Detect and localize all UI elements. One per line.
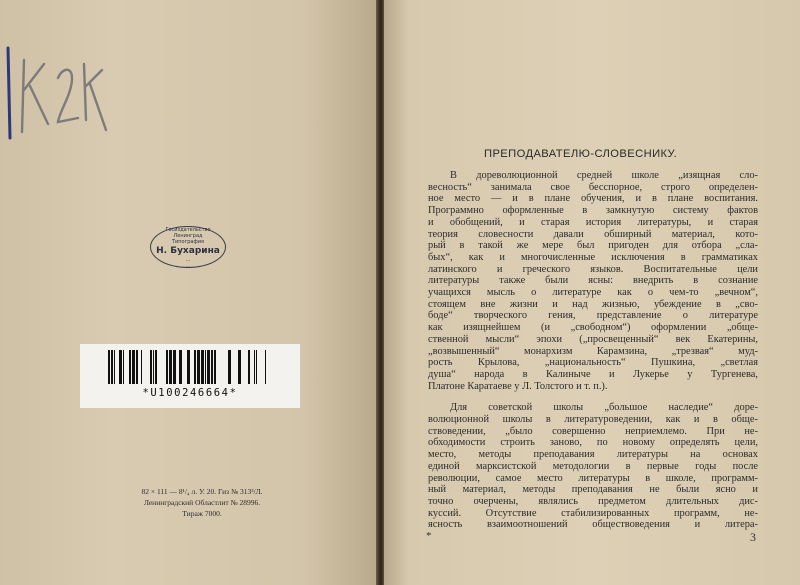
text-line: латинского и греческого языков. Воспитательные цели bbox=[428, 263, 758, 275]
text-line: революции, самое место литературы в школе, программ- bbox=[428, 472, 758, 484]
barcode-bar bbox=[155, 350, 157, 384]
text-line: единой марксистской методологии в первые годы после bbox=[428, 460, 758, 472]
barcode-bar bbox=[238, 350, 241, 384]
barcode-bar bbox=[197, 350, 200, 384]
barcode-bar bbox=[108, 350, 110, 384]
barcode-bar bbox=[254, 350, 255, 384]
barcode-bar bbox=[207, 350, 210, 384]
barcode-bar bbox=[114, 350, 115, 384]
text-line: ственной мысли“ эпохи („просвещенный“ век Екатерины, bbox=[428, 333, 758, 345]
text-line: стоящем вне жизни и над жизнью, убеждение в „сво- bbox=[428, 298, 758, 310]
barcode-bar bbox=[153, 350, 154, 384]
text-line: литературы также были ясны: внедрить в сознание bbox=[428, 275, 758, 287]
text-line: бых“, как и многочисленные исключения в грамматиках bbox=[428, 251, 758, 263]
barcode-bar bbox=[169, 350, 172, 384]
imprint-line: Ленинградский Областлит № 28996. bbox=[143, 498, 261, 507]
barcode-bars bbox=[108, 350, 272, 384]
text-line: ное место — и в плане обучения, и в плане воспитания. bbox=[428, 193, 758, 205]
text-line: весность“ занимала свое бесспорное, строго определен- bbox=[428, 181, 758, 193]
imprint-block bbox=[92, 486, 312, 519]
barcode-bar bbox=[123, 350, 124, 384]
text-line: Программно оформленные в замкнутую систему фактов bbox=[428, 205, 758, 217]
barcode-bar bbox=[265, 350, 266, 384]
stamp-name: Н. Бухарина bbox=[156, 246, 220, 256]
text-line: как изящнейшем (и „свободном“) оформлении „обще- bbox=[428, 322, 758, 334]
barcode-text: *U100246664* bbox=[142, 387, 238, 399]
barcode-bar bbox=[173, 350, 176, 384]
text-line: и обобщений, и старая история литературы, и старая bbox=[428, 216, 758, 228]
stamp-line: Ленинград bbox=[173, 233, 203, 239]
text-line: ный материал, методы преподавания не были ясно и bbox=[428, 484, 758, 496]
barcode-bar bbox=[141, 350, 142, 384]
barcode-bar bbox=[228, 350, 231, 384]
barcode-bar bbox=[194, 350, 196, 384]
text-line: Платоне Каратаеве у Л. Толстого и т. п.). bbox=[428, 380, 608, 392]
stamp-line: ... bbox=[185, 263, 191, 269]
barcode-bar bbox=[211, 350, 213, 384]
left-page bbox=[0, 0, 378, 585]
text-line: „возвышенный“ монархизм Карамзина, „трезвая“ муд- bbox=[428, 345, 758, 357]
library-stamp bbox=[150, 226, 226, 268]
imprint-line: Тираж 7000. bbox=[182, 509, 222, 518]
paragraph-gap bbox=[428, 392, 758, 402]
barcode-label bbox=[80, 344, 300, 408]
text-line: место, методы преподавания литературы на основах bbox=[428, 449, 758, 461]
barcode-bar bbox=[256, 350, 257, 384]
text-line: рость Крылова, „национальность“ Пушкина, „светлая bbox=[428, 357, 758, 369]
body-text bbox=[428, 170, 758, 531]
text-line: обходимости строить заново, по новому определять цели, bbox=[428, 437, 758, 449]
barcode-bar bbox=[179, 350, 182, 384]
text-line: куссий. Отсутствие стабилизированных программ, не- bbox=[428, 507, 758, 519]
barcode-bar bbox=[201, 350, 204, 384]
text-line: волюционной школы в литературоведении, как и в обще- bbox=[428, 414, 758, 426]
page-number: 3 bbox=[750, 530, 756, 544]
text-line: боде“ творческого гения, представление о литературе bbox=[428, 310, 758, 322]
barcode-bar bbox=[136, 350, 138, 384]
barcode-bar bbox=[129, 350, 131, 384]
pencil-scribble bbox=[2, 20, 122, 160]
text-line: ствоведении, „было совершенно неприемлемо. При не- bbox=[428, 425, 758, 437]
text-line: теория словесности давали обширный материал, кото- bbox=[428, 228, 758, 240]
page-heading: ПРЕПОДАВАТЕЛЮ-СЛОВЕСНИКУ. bbox=[484, 148, 678, 160]
barcode-bar bbox=[166, 350, 168, 384]
text-line: В дореволюционной средней школе „изящная сло- bbox=[450, 170, 758, 181]
text-line: душа“ народа в Калиныче и Лукерье у Тургенева, bbox=[428, 368, 758, 380]
imprint-line: 82 × 111 — 8¹/₄ л. У. 20. Гиз № 313³/Л. bbox=[141, 487, 263, 496]
barcode-bar bbox=[150, 350, 152, 384]
barcode-bar bbox=[119, 350, 122, 384]
barcode-bar bbox=[248, 350, 250, 384]
text-line: точно очерчены, являлись предметом длительных дис- bbox=[428, 495, 758, 507]
text-line: Для советской школы „большое наследие“ доре- bbox=[450, 402, 758, 414]
stamp-line: Госиздательство bbox=[165, 227, 211, 233]
stamp-line: ... bbox=[185, 257, 191, 263]
text-line: рый в такой же мере был пригоден для отбора „сла- bbox=[428, 240, 758, 252]
barcode-bar bbox=[214, 350, 216, 384]
text-line: ясность взаимоотношений обществоведения и литера- bbox=[428, 519, 758, 531]
footer-mark: * bbox=[426, 530, 432, 542]
barcode-bar bbox=[111, 350, 113, 384]
stamp-line: Типография bbox=[171, 239, 205, 245]
barcode-bar bbox=[132, 350, 135, 384]
text-line: учащихся мысль о литературе как о чем-то „вечном“, bbox=[428, 287, 758, 299]
barcode-bar bbox=[205, 350, 206, 384]
barcode-bar bbox=[187, 350, 190, 384]
